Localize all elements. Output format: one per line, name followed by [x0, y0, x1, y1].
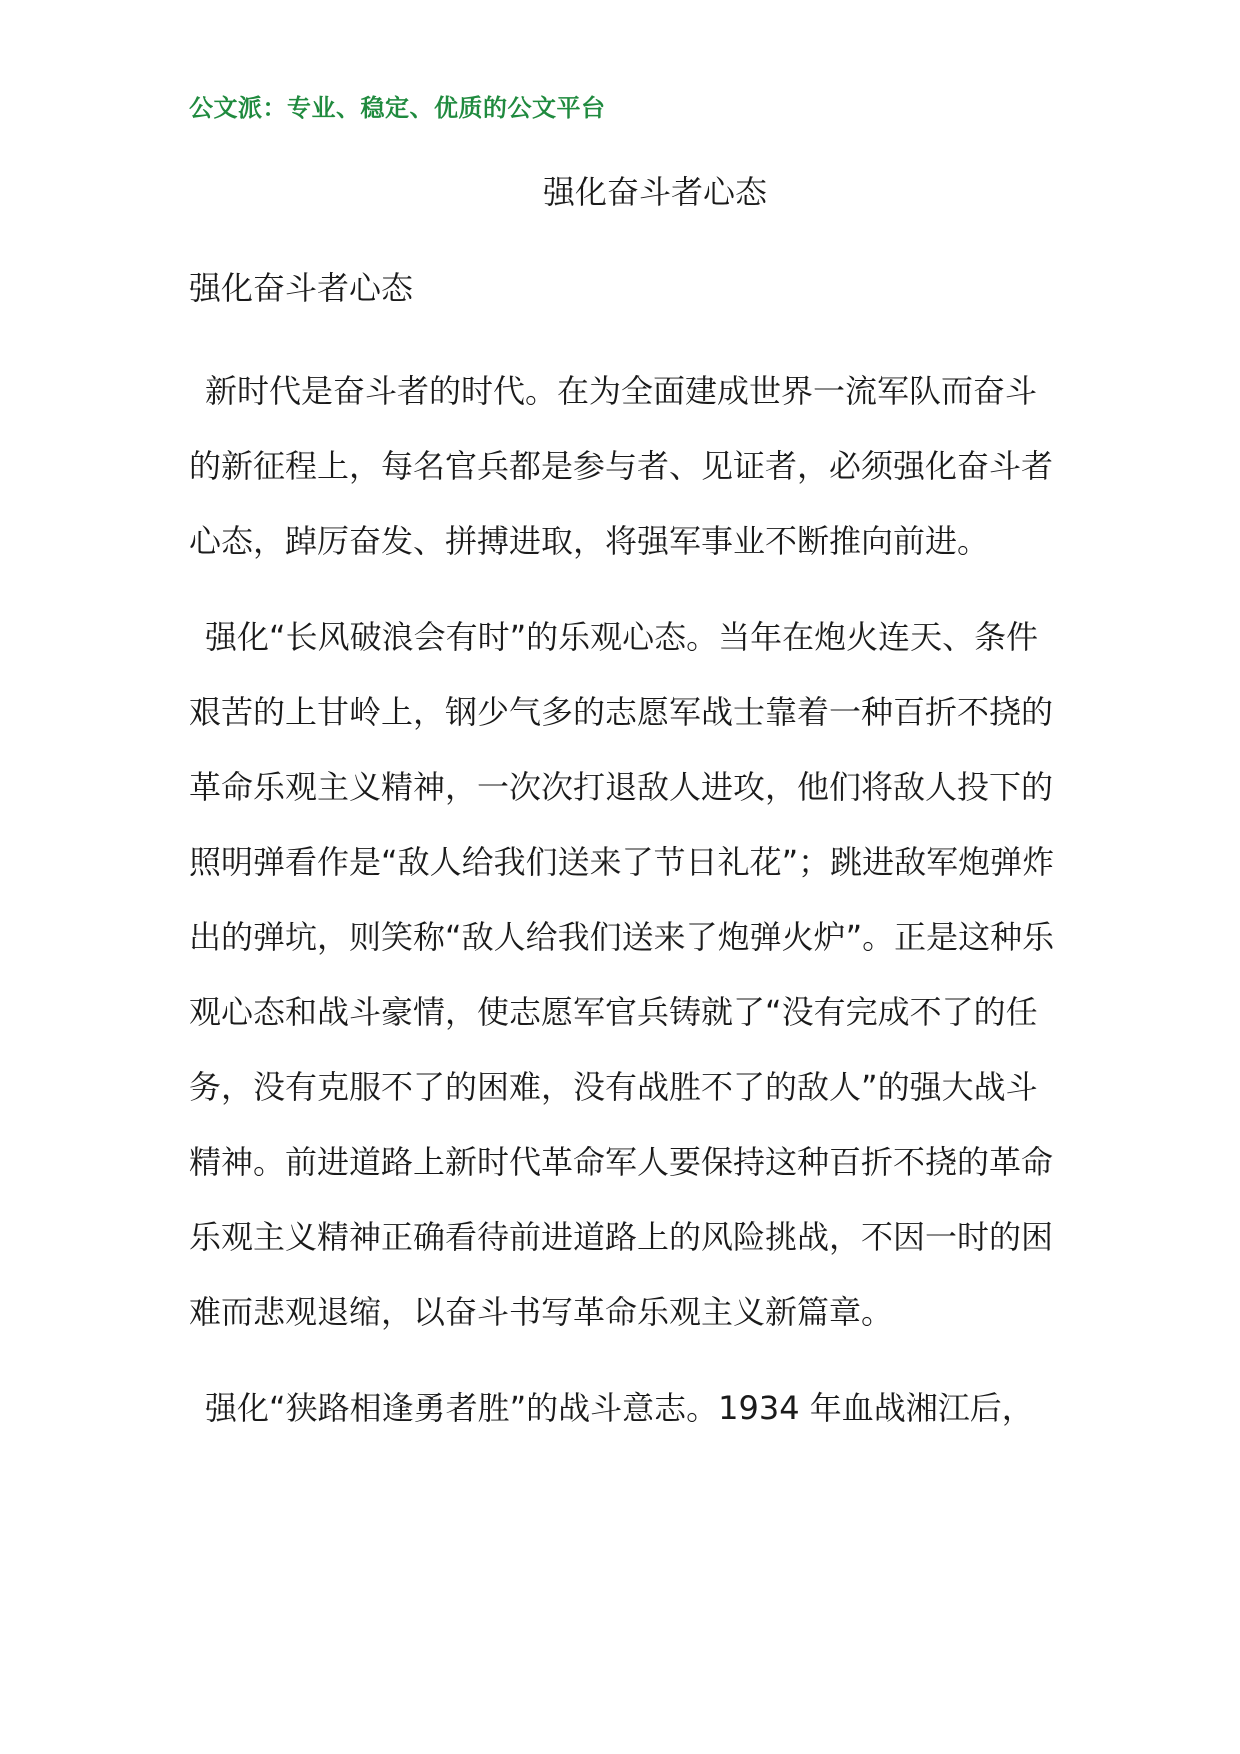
document-subtitle: 强化奋斗者心态 — [189, 269, 414, 307]
paragraph-2: 强化“长风破浪会有时”的乐观心态。当年在炮火连天、条件艰苦的上甘岭上，钢少气多的志愿军战士靠着一种百折不挠的革命乐观主义精神，一次次打退敌人进攻，他们将敌人投下的照明弹看作是“敌人给我们送来了节日礼花”；跳进敌军炮弹炸出的弹坑，则笑称“敌人给我们送来了炮弹火炉”。正是这种乐观心态和战斗豪情，使志愿军官兵铸就了“没有完成不了的任务，没有克服不了的困难，没有战胜不了的敌人”的强大战斗精神。前进道路上新时代革命军人要保持这种百折不挠的革命乐观主义精神正确看待前进道路上的风险挑战，不因一时的困难而悲观退缩，以奋斗书写革命乐观主义新篇章。 — [189, 618, 1055, 1331]
paragraph-1: 新时代是奋斗者的时代。在为全面建成世界一流军队而奋斗的新征程上，每名官兵都是参与者、见证者，必须强化奋斗者心态，踔厉奋发、拼搏进取，将强军事业不断推向前进。 — [189, 372, 1054, 560]
document-title: 强化奋斗者心态 — [542, 173, 767, 211]
document-body — [189, 354, 1059, 1467]
paragraph-3: 强化“狭路相逢勇者胜”的战斗意志。1934 年血战湘江后， — [205, 1389, 1034, 1427]
site-header-slogan: 公文派：专业、稳定、优质的公文平台 — [189, 94, 606, 122]
